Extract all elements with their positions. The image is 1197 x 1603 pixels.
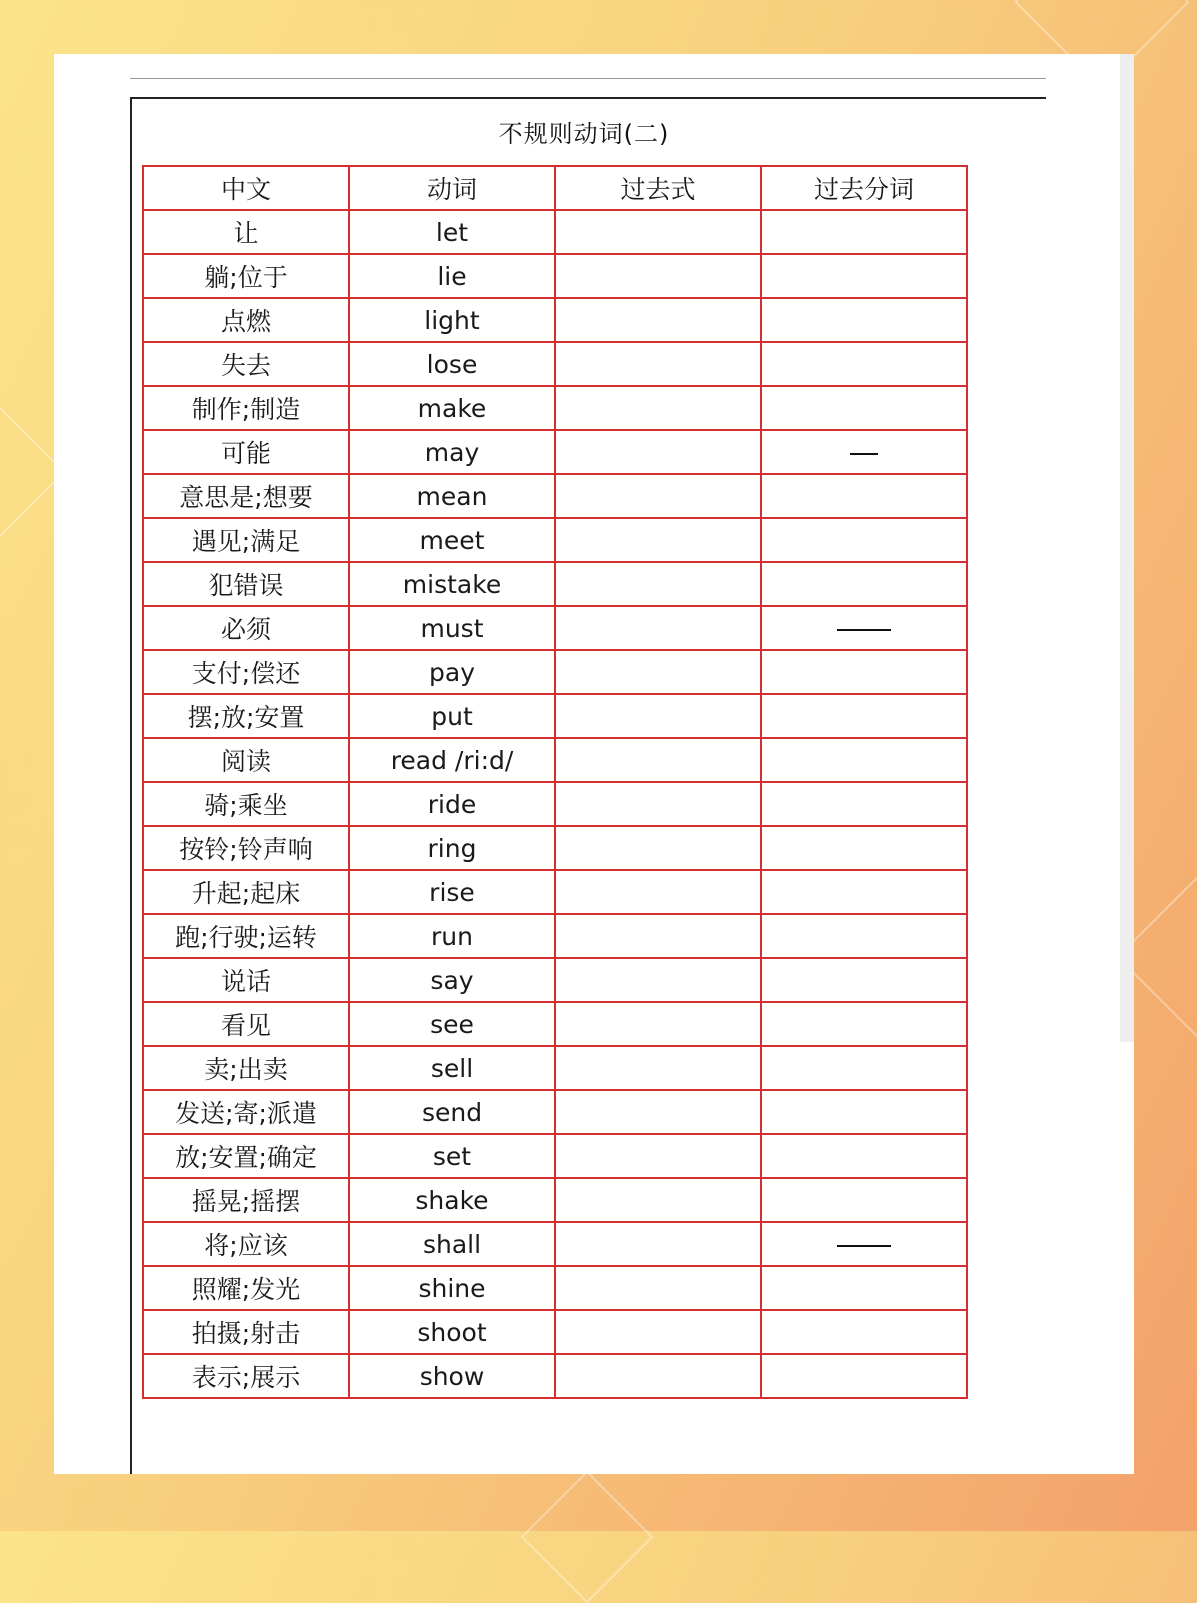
table-row — [143, 254, 967, 298]
cell-past-tense — [555, 1178, 761, 1222]
frame-left-border — [130, 97, 132, 1474]
table-row — [143, 1354, 967, 1398]
cell-chinese: 骑;乘坐 — [143, 782, 349, 826]
cell-chinese: 按铃;铃声响 — [143, 826, 349, 870]
cell-past-tense — [555, 474, 761, 518]
table-row — [143, 782, 967, 826]
table-row — [143, 342, 967, 386]
cell-past-tense — [555, 386, 761, 430]
cell-past-participle — [761, 1046, 967, 1090]
cell-verb: shoot — [349, 1310, 555, 1354]
cell-past-tense — [555, 342, 761, 386]
cell-past-tense — [555, 1222, 761, 1266]
cell-past-tense — [555, 430, 761, 474]
cell-verb: make — [349, 386, 555, 430]
document-title: 不规则动词(二) — [498, 120, 670, 148]
cell-verb: show — [349, 1354, 555, 1398]
cell-past-participle — [761, 958, 967, 1002]
cell-verb: see — [349, 1002, 555, 1046]
table-row — [143, 1178, 967, 1222]
table-row — [143, 1266, 967, 1310]
cell-chinese: 将;应该 — [143, 1222, 349, 1266]
cell-chinese: 制作;制造 — [143, 386, 349, 430]
cell-past-participle — [761, 474, 967, 518]
cell-past-participle — [761, 1222, 967, 1266]
cell-past-tense — [555, 606, 761, 650]
cell-past-tense — [555, 958, 761, 1002]
cell-past-participle — [761, 518, 967, 562]
cell-past-tense — [555, 1090, 761, 1134]
cell-chinese: 摆;放;安置 — [143, 694, 349, 738]
cell-past-participle — [761, 386, 967, 430]
cell-verb: lose — [349, 342, 555, 386]
table-row — [143, 210, 967, 254]
cell-past-participle — [761, 914, 967, 958]
no-form-dash — [837, 629, 891, 631]
background-diamond — [521, 1471, 654, 1603]
cell-verb: meet — [349, 518, 555, 562]
cell-chinese: 必须 — [143, 606, 349, 650]
table-header-row — [143, 166, 967, 210]
cell-chinese: 跑;行驶;运转 — [143, 914, 349, 958]
cell-chinese: 升起;起床 — [143, 870, 349, 914]
cell-verb: let — [349, 210, 555, 254]
cell-chinese: 发送;寄;派遣 — [143, 1090, 349, 1134]
table-row — [143, 474, 967, 518]
cell-verb: light — [349, 298, 555, 342]
table-row — [143, 958, 967, 1002]
cell-verb: must — [349, 606, 555, 650]
cell-past-participle — [761, 1134, 967, 1178]
cell-verb: lie — [349, 254, 555, 298]
cell-chinese: 卖;出卖 — [143, 1046, 349, 1090]
cell-past-participle — [761, 298, 967, 342]
cell-verb: mistake — [349, 562, 555, 606]
cell-verb: mean — [349, 474, 555, 518]
cell-verb: shine — [349, 1266, 555, 1310]
cell-chinese: 意思是;想要 — [143, 474, 349, 518]
table-row — [143, 1222, 967, 1266]
cell-past-tense — [555, 562, 761, 606]
cell-chinese: 可能 — [143, 430, 349, 474]
cell-chinese: 照耀;发光 — [143, 1266, 349, 1310]
table-row — [143, 1310, 967, 1354]
cell-verb: send — [349, 1090, 555, 1134]
cell-past-participle — [761, 826, 967, 870]
cell-past-participle — [761, 1266, 967, 1310]
table-body — [143, 210, 967, 1398]
cell-verb: sell — [349, 1046, 555, 1090]
cell-chinese: 让 — [143, 210, 349, 254]
table-row — [143, 1134, 967, 1178]
cell-past-participle — [761, 210, 967, 254]
cell-past-tense — [555, 1134, 761, 1178]
table-row — [143, 826, 967, 870]
cell-chinese: 摇晃;摇摆 — [143, 1178, 349, 1222]
table-row — [143, 386, 967, 430]
cell-past-participle — [761, 606, 967, 650]
cell-past-tense — [555, 1310, 761, 1354]
cell-past-participle — [761, 1178, 967, 1222]
header-rule — [130, 78, 1046, 79]
cell-chinese: 说话 — [143, 958, 349, 1002]
cell-chinese: 阅读 — [143, 738, 349, 782]
cell-verb: may — [349, 430, 555, 474]
header-past-tense: 过去式 — [555, 166, 761, 210]
cell-past-tense — [555, 1266, 761, 1310]
cell-verb: rise — [349, 870, 555, 914]
cell-verb: ride — [349, 782, 555, 826]
cell-past-tense — [555, 782, 761, 826]
table-row — [143, 650, 967, 694]
cell-past-tense — [555, 738, 761, 782]
table-row — [143, 606, 967, 650]
cell-past-tense — [555, 254, 761, 298]
table-row — [143, 914, 967, 958]
cell-chinese: 遇见;满足 — [143, 518, 349, 562]
table-row — [143, 298, 967, 342]
cell-verb: shake — [349, 1178, 555, 1222]
cell-past-tense — [555, 298, 761, 342]
cell-past-participle — [761, 650, 967, 694]
table-row — [143, 738, 967, 782]
cell-past-tense — [555, 870, 761, 914]
cell-past-participle — [761, 870, 967, 914]
cell-chinese: 拍摄;射击 — [143, 1310, 349, 1354]
cell-chinese: 看见 — [143, 1002, 349, 1046]
cell-chinese: 失去 — [143, 342, 349, 386]
cell-verb: set — [349, 1134, 555, 1178]
cell-past-participle — [761, 254, 967, 298]
cell-past-participle — [761, 1354, 967, 1398]
table-row — [143, 1046, 967, 1090]
no-form-dash — [837, 1245, 891, 1247]
cell-chinese: 犯错误 — [143, 562, 349, 606]
cell-chinese: 躺;位于 — [143, 254, 349, 298]
cell-past-tense — [555, 210, 761, 254]
irregular-verbs-table — [142, 165, 968, 1399]
table-row — [143, 870, 967, 914]
cell-past-participle — [761, 1090, 967, 1134]
cell-verb: read /ri:d/ — [349, 738, 555, 782]
cell-verb: run — [349, 914, 555, 958]
header-verb: 动词 — [349, 166, 555, 210]
cell-past-participle — [761, 1002, 967, 1046]
document-page — [54, 54, 1134, 1474]
cell-past-tense — [555, 1002, 761, 1046]
cell-verb: pay — [349, 650, 555, 694]
cell-past-tense — [555, 518, 761, 562]
cell-verb: say — [349, 958, 555, 1002]
table-row — [143, 518, 967, 562]
cell-verb: ring — [349, 826, 555, 870]
header-chinese: 中文 — [143, 166, 349, 210]
cell-past-tense — [555, 914, 761, 958]
cell-verb: shall — [349, 1222, 555, 1266]
header-past-participle: 过去分词 — [761, 166, 967, 210]
cell-past-participle — [761, 562, 967, 606]
cell-chinese: 点燃 — [143, 298, 349, 342]
no-form-dash — [850, 453, 878, 455]
frame-top-border — [130, 97, 1046, 99]
page-edge-shadow — [1120, 54, 1134, 1042]
cell-past-participle — [761, 342, 967, 386]
cell-past-tense — [555, 1046, 761, 1090]
table-row — [143, 562, 967, 606]
table-row — [143, 1090, 967, 1134]
cell-verb: put — [349, 694, 555, 738]
cell-past-participle — [761, 430, 967, 474]
cell-chinese: 支付;偿还 — [143, 650, 349, 694]
cell-chinese: 表示;展示 — [143, 1354, 349, 1398]
cell-past-tense — [555, 1354, 761, 1398]
cell-past-participle — [761, 1310, 967, 1354]
table-row — [143, 430, 967, 474]
cell-past-participle — [761, 694, 967, 738]
cell-past-tense — [555, 650, 761, 694]
cell-past-tense — [555, 694, 761, 738]
cell-past-participle — [761, 738, 967, 782]
cell-chinese: 放;安置;确定 — [143, 1134, 349, 1178]
cell-past-participle — [761, 782, 967, 826]
table-row — [143, 1002, 967, 1046]
cell-past-tense — [555, 826, 761, 870]
table-row — [143, 694, 967, 738]
